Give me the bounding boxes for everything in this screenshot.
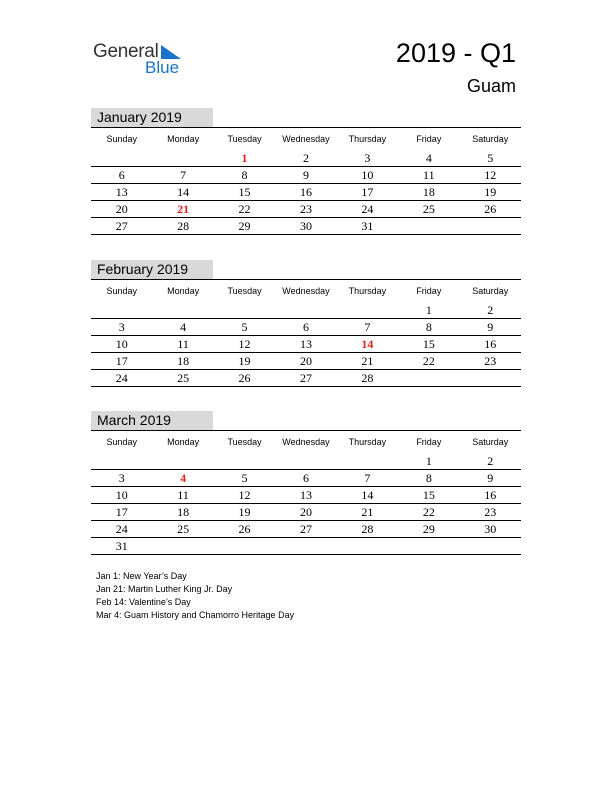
day-cell: 26 [214, 521, 275, 538]
day-cell: 23 [460, 353, 521, 370]
day-cell [214, 538, 275, 555]
day-cell [91, 150, 152, 167]
day-cell: 18 [398, 184, 459, 201]
day-cell: 9 [460, 319, 521, 336]
day-cell: 7 [337, 470, 398, 487]
day-cell: 18 [152, 504, 213, 521]
country-name: Guam [466, 76, 516, 96]
weekday-header: Monday [152, 128, 213, 151]
day-cell: 17 [91, 504, 152, 521]
weekday-header: Friday [398, 128, 459, 151]
weekday-header: Thursday [337, 431, 398, 454]
holiday-notes [96, 570, 294, 622]
day-cell: 30 [460, 521, 521, 538]
day-cell: 14 [152, 184, 213, 201]
holiday-note: Jan 1: New Year’s Day [96, 571, 187, 581]
month-table [91, 430, 521, 555]
day-cell: 17 [337, 184, 398, 201]
day-cell: 17 [91, 353, 152, 370]
day-cell: 2 [302, 151, 309, 165]
day-cell [398, 218, 459, 235]
day-cell: 29 [398, 521, 459, 538]
day-cell: 10 [91, 336, 152, 353]
holiday-note: Jan 21: Martin Luther King Jr. Day [96, 584, 233, 594]
day-cell: 8 [398, 470, 459, 487]
weekday-header: Monday [152, 431, 213, 454]
day-cell: 11 [152, 487, 213, 504]
day-cell: 23 [460, 504, 521, 521]
week-row [91, 470, 521, 487]
holiday-day-cell: 1 [241, 151, 248, 165]
day-cell: 6 [91, 167, 152, 184]
day-cell [214, 302, 275, 319]
month-name: February 2019 [91, 260, 213, 279]
weekday-header: Wednesday [275, 431, 336, 454]
day-cell: 28 [337, 370, 398, 387]
weekday-header: Saturday [460, 280, 521, 303]
day-cell: 19 [460, 184, 521, 201]
day-cell: 8 [398, 319, 459, 336]
month-block [91, 260, 521, 387]
week-row [91, 150, 521, 167]
day-cell: 20 [91, 201, 152, 218]
day-cell [91, 302, 152, 319]
logo-text-blue: Blue [145, 58, 180, 77]
day-cell: 28 [337, 521, 398, 538]
day-cell: 5 [214, 319, 275, 336]
day-cell: 25 [152, 521, 213, 538]
holiday-note: Mar 4: Guam History and Chamorro Heritage Day [96, 610, 295, 620]
week-row [91, 521, 521, 538]
month-name: January 2019 [91, 108, 213, 127]
day-cell: 11 [152, 336, 213, 353]
day-cell: 24 [337, 201, 398, 218]
holiday-day-cell: 4 [152, 470, 213, 487]
week-row [91, 453, 521, 470]
week-row [91, 353, 521, 370]
day-cell: 24 [91, 370, 152, 387]
weekday-header: Tuesday [214, 431, 275, 454]
logo [93, 41, 193, 81]
day-cell: 6 [275, 470, 336, 487]
day-cell: 1 [425, 454, 432, 468]
weekday-header: Monday [152, 280, 213, 303]
month-table [91, 279, 521, 387]
holiday-day-cell: 14 [337, 336, 398, 353]
weekday-header: Friday [398, 431, 459, 454]
weekday-header: Thursday [337, 280, 398, 303]
day-cell [275, 453, 336, 470]
week-row [91, 218, 521, 235]
day-cell: 4 [425, 151, 432, 165]
day-cell: 22 [214, 201, 275, 218]
day-cell: 6 [275, 319, 336, 336]
logo-text-general: General [93, 41, 159, 62]
day-cell: 13 [275, 336, 336, 353]
day-cell [91, 453, 152, 470]
day-cell: 3 [91, 470, 152, 487]
day-cell: 10 [337, 167, 398, 184]
day-cell: 14 [337, 487, 398, 504]
month-block [91, 108, 521, 235]
day-cell: 5 [214, 470, 275, 487]
day-cell: 21 [337, 504, 398, 521]
week-row [91, 201, 521, 218]
day-cell: 31 [337, 218, 398, 235]
day-cell: 3 [364, 151, 371, 165]
day-cell: 9 [275, 167, 336, 184]
day-cell: 27 [275, 521, 336, 538]
day-cell: 31 [91, 538, 152, 555]
day-cell: 21 [337, 353, 398, 370]
weekday-header: Thursday [337, 128, 398, 151]
weekday-header: Friday [398, 280, 459, 303]
day-cell [275, 302, 336, 319]
day-cell: 23 [275, 201, 336, 218]
day-cell: 29 [214, 218, 275, 235]
day-cell: 13 [275, 487, 336, 504]
month-name: March 2019 [91, 411, 213, 430]
week-row [91, 487, 521, 504]
day-cell [152, 538, 213, 555]
day-cell [214, 453, 275, 470]
day-cell: 9 [460, 470, 521, 487]
day-cell: 5 [487, 151, 494, 165]
day-cell: 24 [91, 521, 152, 538]
day-cell: 2 [487, 303, 494, 317]
day-cell: 27 [91, 218, 152, 235]
weekday-header: Sunday [91, 280, 152, 303]
day-cell [460, 218, 521, 235]
week-row [91, 319, 521, 336]
weekday-header: Wednesday [275, 280, 336, 303]
weekday-header: Saturday [460, 128, 521, 151]
day-cell: 25 [152, 370, 213, 387]
day-cell [337, 453, 398, 470]
week-row [91, 302, 521, 319]
week-row [91, 336, 521, 353]
day-cell: 28 [152, 218, 213, 235]
day-cell [152, 302, 213, 319]
week-row [91, 167, 521, 184]
day-cell: 12 [214, 336, 275, 353]
holiday-note: Feb 14: Valentine’s Day [96, 597, 191, 607]
day-cell [337, 302, 398, 319]
holiday-day-cell: 21 [152, 201, 213, 218]
day-cell: 22 [398, 353, 459, 370]
day-cell: 13 [91, 184, 152, 201]
weekday-header: Tuesday [214, 128, 275, 151]
day-cell: 3 [91, 319, 152, 336]
day-cell: 12 [214, 487, 275, 504]
day-cell: 15 [398, 487, 459, 504]
day-cell: 19 [214, 353, 275, 370]
day-cell: 26 [460, 201, 521, 218]
day-cell [398, 370, 459, 387]
week-row [91, 370, 521, 387]
day-cell: 18 [152, 353, 213, 370]
month-block [91, 411, 521, 555]
day-cell: 27 [275, 370, 336, 387]
day-cell [337, 538, 398, 555]
day-cell [152, 453, 213, 470]
day-cell: 19 [214, 504, 275, 521]
day-cell: 25 [398, 201, 459, 218]
day-cell: 4 [152, 319, 213, 336]
day-cell: 30 [275, 218, 336, 235]
weekday-header: Sunday [91, 431, 152, 454]
day-cell: 20 [275, 353, 336, 370]
day-cell: 20 [275, 504, 336, 521]
day-cell [460, 370, 521, 387]
month-table [91, 127, 521, 235]
day-cell: 16 [460, 487, 521, 504]
day-cell: 16 [460, 336, 521, 353]
day-cell: 10 [91, 487, 152, 504]
weekday-header: Sunday [91, 128, 152, 151]
page-title: 2019 - Q1 [395, 38, 516, 68]
day-cell: 26 [214, 370, 275, 387]
day-cell [460, 538, 521, 555]
day-cell: 11 [398, 167, 459, 184]
day-cell: 12 [460, 167, 521, 184]
day-cell: 2 [487, 454, 494, 468]
day-cell: 7 [152, 167, 213, 184]
day-cell [152, 150, 213, 167]
day-cell: 22 [398, 504, 459, 521]
weekday-header: Tuesday [214, 280, 275, 303]
day-cell: 16 [275, 184, 336, 201]
day-cell: 15 [398, 336, 459, 353]
day-cell [398, 538, 459, 555]
day-cell: 7 [337, 319, 398, 336]
week-row [91, 538, 521, 555]
week-row [91, 504, 521, 521]
logo-triangle-icon [161, 45, 181, 59]
day-cell: 1 [425, 303, 432, 317]
day-cell: 8 [214, 167, 275, 184]
weekday-header: Saturday [460, 431, 521, 454]
week-row [91, 184, 521, 201]
day-cell [275, 538, 336, 555]
day-cell: 15 [214, 184, 275, 201]
weekday-header: Wednesday [275, 128, 336, 151]
